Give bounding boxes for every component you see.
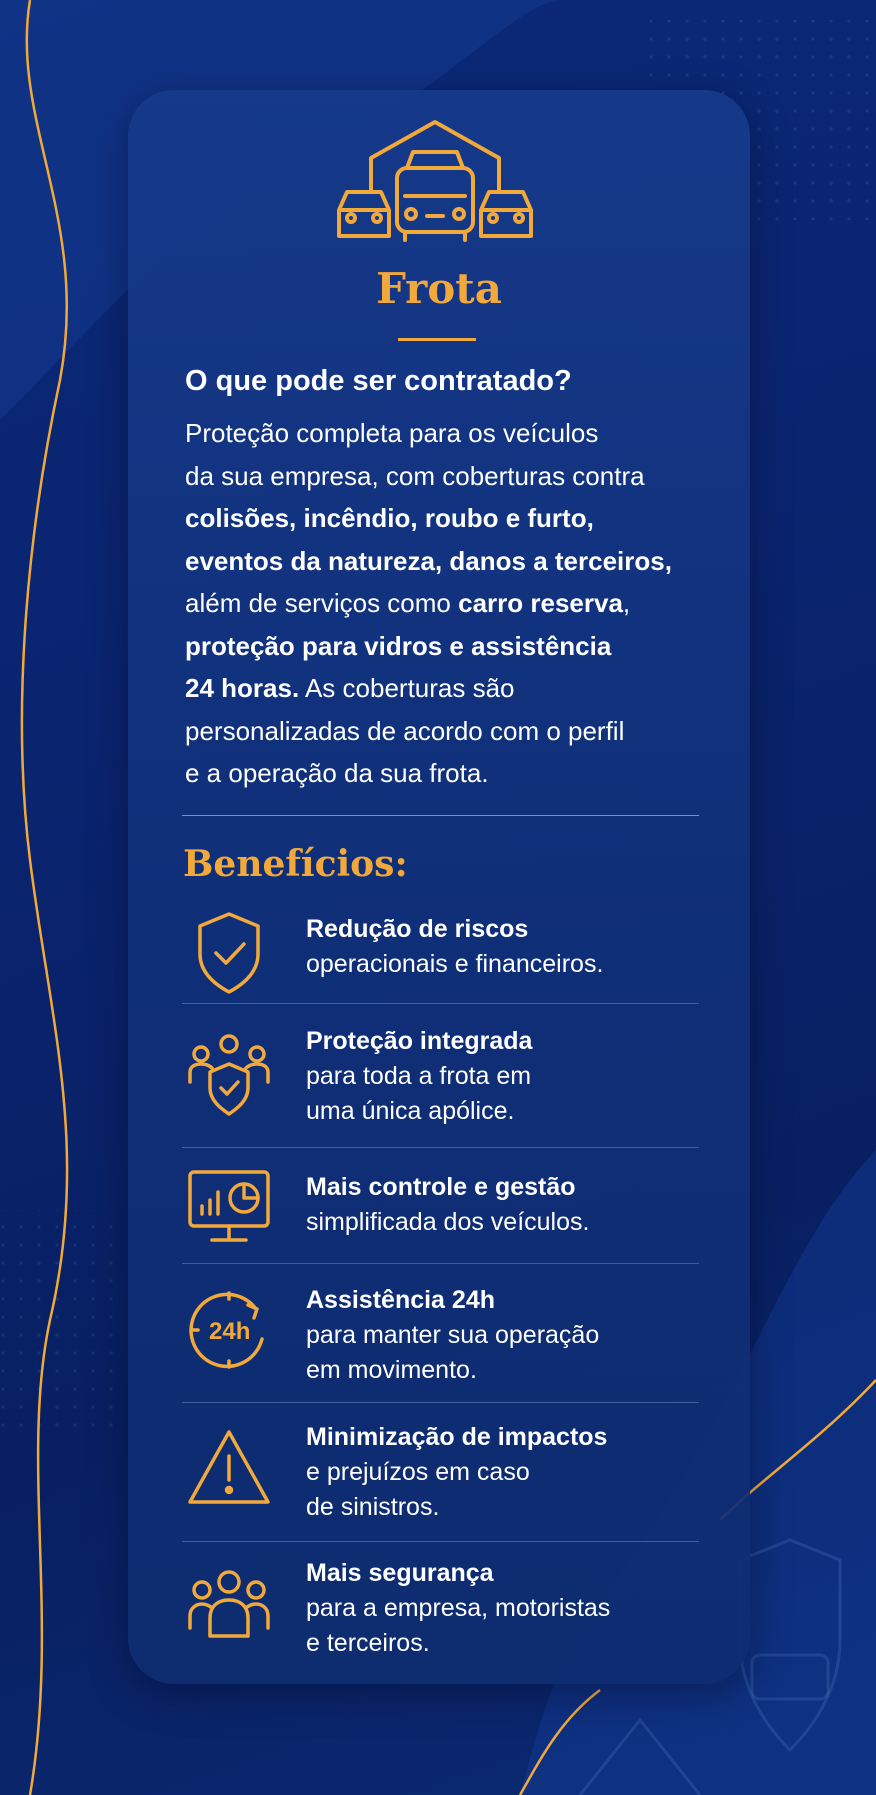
description-bold-text: colisões, incêndio, roubo e furto, — [185, 503, 594, 533]
benefit-divider — [182, 1263, 699, 1264]
description-line — [185, 455, 725, 498]
fleet-garage-icon — [335, 118, 535, 248]
benefit-desc: e prejuízos em caso — [306, 1458, 530, 1486]
description-line — [185, 752, 725, 795]
description-bold-text: proteção para vidros e assistência — [185, 630, 612, 661]
benefit-title: Mais controle e gestão — [306, 1173, 576, 1201]
benefit-desc: para manter sua operação — [306, 1321, 600, 1349]
description-bold-text: 24 horas. — [185, 673, 300, 703]
benefit-divider — [182, 1147, 699, 1148]
people-icon — [186, 1566, 272, 1652]
monitor-chart-icon — [186, 1166, 272, 1252]
description-line — [185, 582, 725, 625]
benefit-desc: para a empresa, motoristas — [306, 1594, 611, 1622]
benefit-desc: simplificada dos veículos. — [306, 1208, 590, 1236]
benefit-divider — [182, 1003, 699, 1004]
description-text: As coberturas são — [299, 673, 515, 703]
benefit-desc: em movimento. — [306, 1356, 477, 1384]
contract-description — [185, 412, 725, 795]
benefit-desc: e terceiros. — [306, 1629, 430, 1657]
benefit-divider — [182, 1402, 699, 1403]
description-text: além de serviços como — [185, 588, 459, 618]
page-title: Frota — [376, 264, 502, 313]
svg-text:24h: 24h — [209, 1318, 251, 1345]
benefit-title: Proteção integrada — [306, 1027, 533, 1055]
description-bold-text: carro reserva — [458, 588, 623, 618]
description-line — [185, 625, 725, 668]
benefit-divider — [182, 1541, 699, 1542]
description-line — [185, 497, 725, 540]
benefit-desc: de sinistros. — [306, 1493, 440, 1521]
title-underline — [398, 338, 476, 341]
description-text: personalizadas de acordo com o perfil — [185, 715, 625, 746]
benefit-desc: uma única apólice. — [306, 1097, 515, 1125]
description-line — [185, 710, 725, 753]
description-bold-text: eventos da natureza, danos a terceiros, — [185, 545, 672, 576]
benefit-desc: operacionais e financeiros. — [306, 950, 604, 978]
description-text: da sua empresa, com coberturas contra — [185, 460, 645, 491]
description-line — [185, 412, 725, 455]
description-text: , — [622, 588, 631, 618]
section-divider — [182, 815, 699, 816]
benefit-desc: para toda a frota em — [306, 1062, 532, 1090]
benefit-title: Mais segurança — [306, 1559, 494, 1587]
contract-heading: O que pode ser contratado? — [185, 365, 572, 397]
description-text: e a operação da sua frota. — [185, 758, 489, 788]
benefits-title: Benefícios: — [183, 843, 408, 885]
description-line — [185, 540, 725, 583]
benefit-title: Assistência 24h — [306, 1286, 495, 1314]
shield-check-icon — [186, 910, 272, 996]
warning-icon — [186, 1426, 272, 1512]
team-shield-icon — [186, 1032, 272, 1118]
description-line — [185, 667, 725, 710]
clock-24h-icon — [186, 1287, 272, 1373]
benefit-title: Minimização de impactos — [306, 1423, 608, 1451]
description-text: Proteção completa para os veículos — [185, 418, 599, 448]
benefit-title: Redução de riscos — [306, 915, 529, 943]
